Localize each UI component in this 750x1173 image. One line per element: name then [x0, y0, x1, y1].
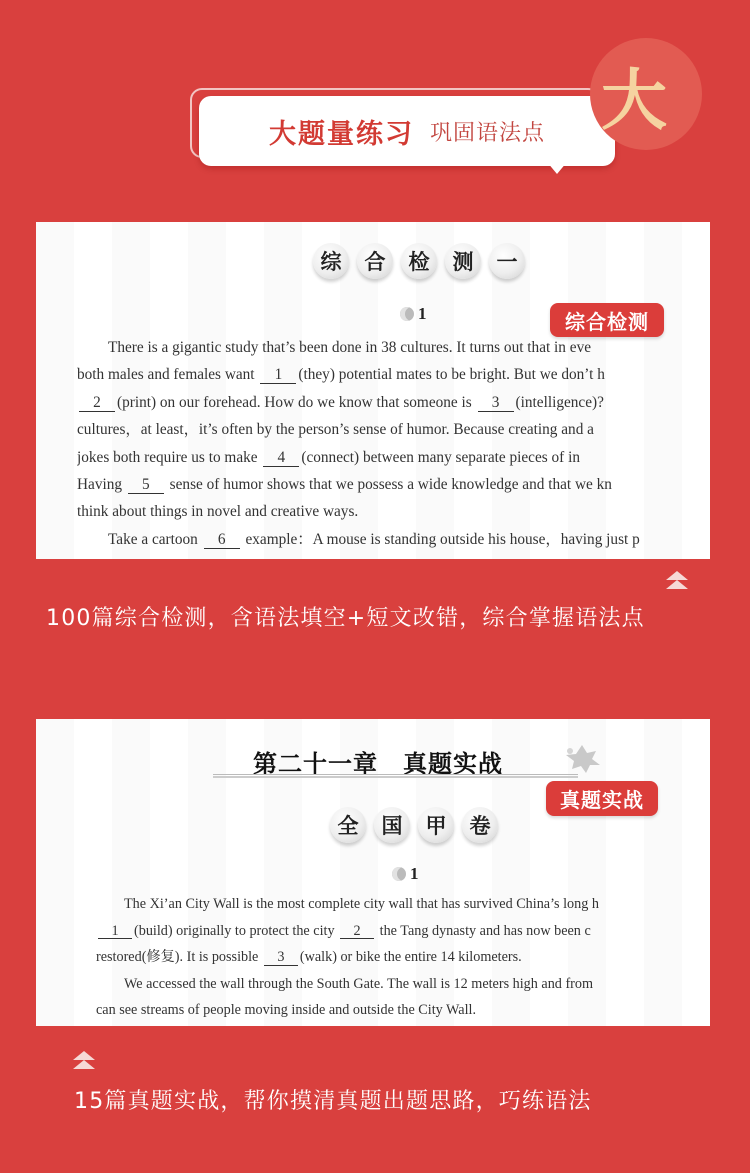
tag-pointer	[547, 162, 567, 174]
passage-text-run: (build) originally to protect the city	[134, 922, 339, 939]
passage-text	[96, 891, 710, 1024]
answer-blank: 2	[79, 395, 115, 412]
passage-text-run: restored(修复). It is possible	[96, 949, 262, 965]
passage-line	[96, 891, 710, 918]
chapter-underline	[213, 774, 578, 778]
moon-bullet-icon	[392, 867, 406, 881]
passage-text-run: (print) on our forehead. How do we know that someone is	[117, 393, 476, 411]
seal-circle	[590, 38, 702, 150]
passage-text-run: both males and females want	[77, 366, 259, 384]
answer-blank: 2	[340, 924, 374, 940]
passage-text-run: jokes both require us to make	[77, 448, 262, 466]
badge-comprehensive: 综合检测	[550, 303, 664, 337]
answer-blank: 5	[128, 477, 164, 494]
passage-text-run: sense of humor shows that we possess a wide knowledge and that we kn	[165, 476, 612, 494]
passage-text-run: (they) potential mates to be bright. But we don’t h	[298, 366, 605, 384]
caption-comprehensive: 100篇综合检测，含语法填空+短文改错，综合掌握语法点	[46, 606, 645, 631]
chapter-title: 第二十一章 真题实战	[253, 750, 503, 778]
passage-text-run: example：A mouse is standing outside his house，having just p	[241, 530, 640, 548]
passage-text-run: There is a gigantic study that’s been done in 38 cultures. It turns out that in eve	[108, 339, 592, 356]
section-number-text: 1	[418, 304, 427, 323]
moon-bullet-icon	[400, 307, 414, 321]
passage-line	[96, 971, 710, 998]
passage-text-run: (connect) between many separate pieces of in	[301, 448, 580, 466]
exam-title	[330, 807, 498, 843]
section-number	[392, 864, 419, 884]
passage-text-run: think about things in novel and creative ways.	[77, 503, 359, 521]
seal-character: 大	[601, 60, 667, 139]
passage-text-run: We accessed the wall through the South Gate. The wall is 12 meters high and from	[124, 975, 594, 992]
passage-text-run: can see streams of people moving inside and outside the City Wall.	[96, 1002, 476, 1018]
passage-text-run: The Xi’an City Wall is the most complete city wall that has survived China’s long h	[124, 896, 599, 912]
title-ball: 一	[489, 243, 525, 279]
passage-text-run: cultures，at least，it’s often by the person’s sense of humor. Because creating and a	[77, 421, 594, 439]
passage-text-run: the Tang dynasty and has now been c	[376, 922, 591, 939]
up-arrow-icon	[73, 1051, 95, 1071]
title-ball: 检	[401, 243, 437, 279]
passage-line	[77, 444, 710, 471]
test-title	[313, 243, 525, 279]
passage-text-run: (walk) or bike the entire 14 kilometers.	[299, 949, 522, 965]
header-tag	[190, 88, 615, 168]
passage-line	[77, 334, 710, 361]
sample-page-1	[36, 222, 710, 559]
title-ball: 综	[313, 243, 349, 279]
passage-line	[77, 416, 710, 443]
passage-line	[77, 361, 710, 388]
passage-line	[96, 997, 710, 1024]
answer-blank: 3	[478, 395, 514, 412]
passage-line	[96, 918, 710, 945]
title-ball: 甲	[418, 807, 454, 843]
passage-line	[77, 526, 710, 553]
passage-text-run: Having	[77, 476, 126, 494]
title-ball: 国	[374, 807, 410, 843]
passage-line	[77, 389, 710, 416]
answer-blank: 1	[260, 367, 296, 384]
answer-blank: 1	[98, 924, 132, 940]
passage-text-run: (intelligence)?	[515, 393, 604, 411]
snowflake-decor-icon	[562, 743, 602, 775]
badge-real-exam: 真题实战	[546, 781, 658, 816]
tag-subtitle: 巩固语法点	[429, 120, 545, 146]
answer-blank: 4	[263, 450, 299, 467]
title-ball: 卷	[462, 807, 498, 843]
passage-text	[77, 334, 710, 553]
caption-real-exam: 15篇真题实战，帮你摸清真题出题思路，巧练语法	[74, 1089, 592, 1114]
section-number-text: 1	[410, 864, 419, 883]
answer-blank: 6	[204, 532, 240, 549]
tag-main-title: 大题量练习	[268, 118, 414, 150]
passage-text-run: Take a cartoon	[108, 530, 202, 548]
passage-line	[96, 944, 710, 971]
answer-blank: 3	[264, 950, 298, 966]
up-arrow-icon	[666, 571, 688, 591]
title-ball: 全	[330, 807, 366, 843]
passage-line	[77, 498, 710, 525]
tag-card	[199, 96, 615, 166]
title-ball: 合	[357, 243, 393, 279]
section-number	[400, 304, 427, 324]
passage-line	[77, 471, 710, 498]
title-ball: 测	[445, 243, 481, 279]
chapter-heading	[213, 744, 578, 780]
